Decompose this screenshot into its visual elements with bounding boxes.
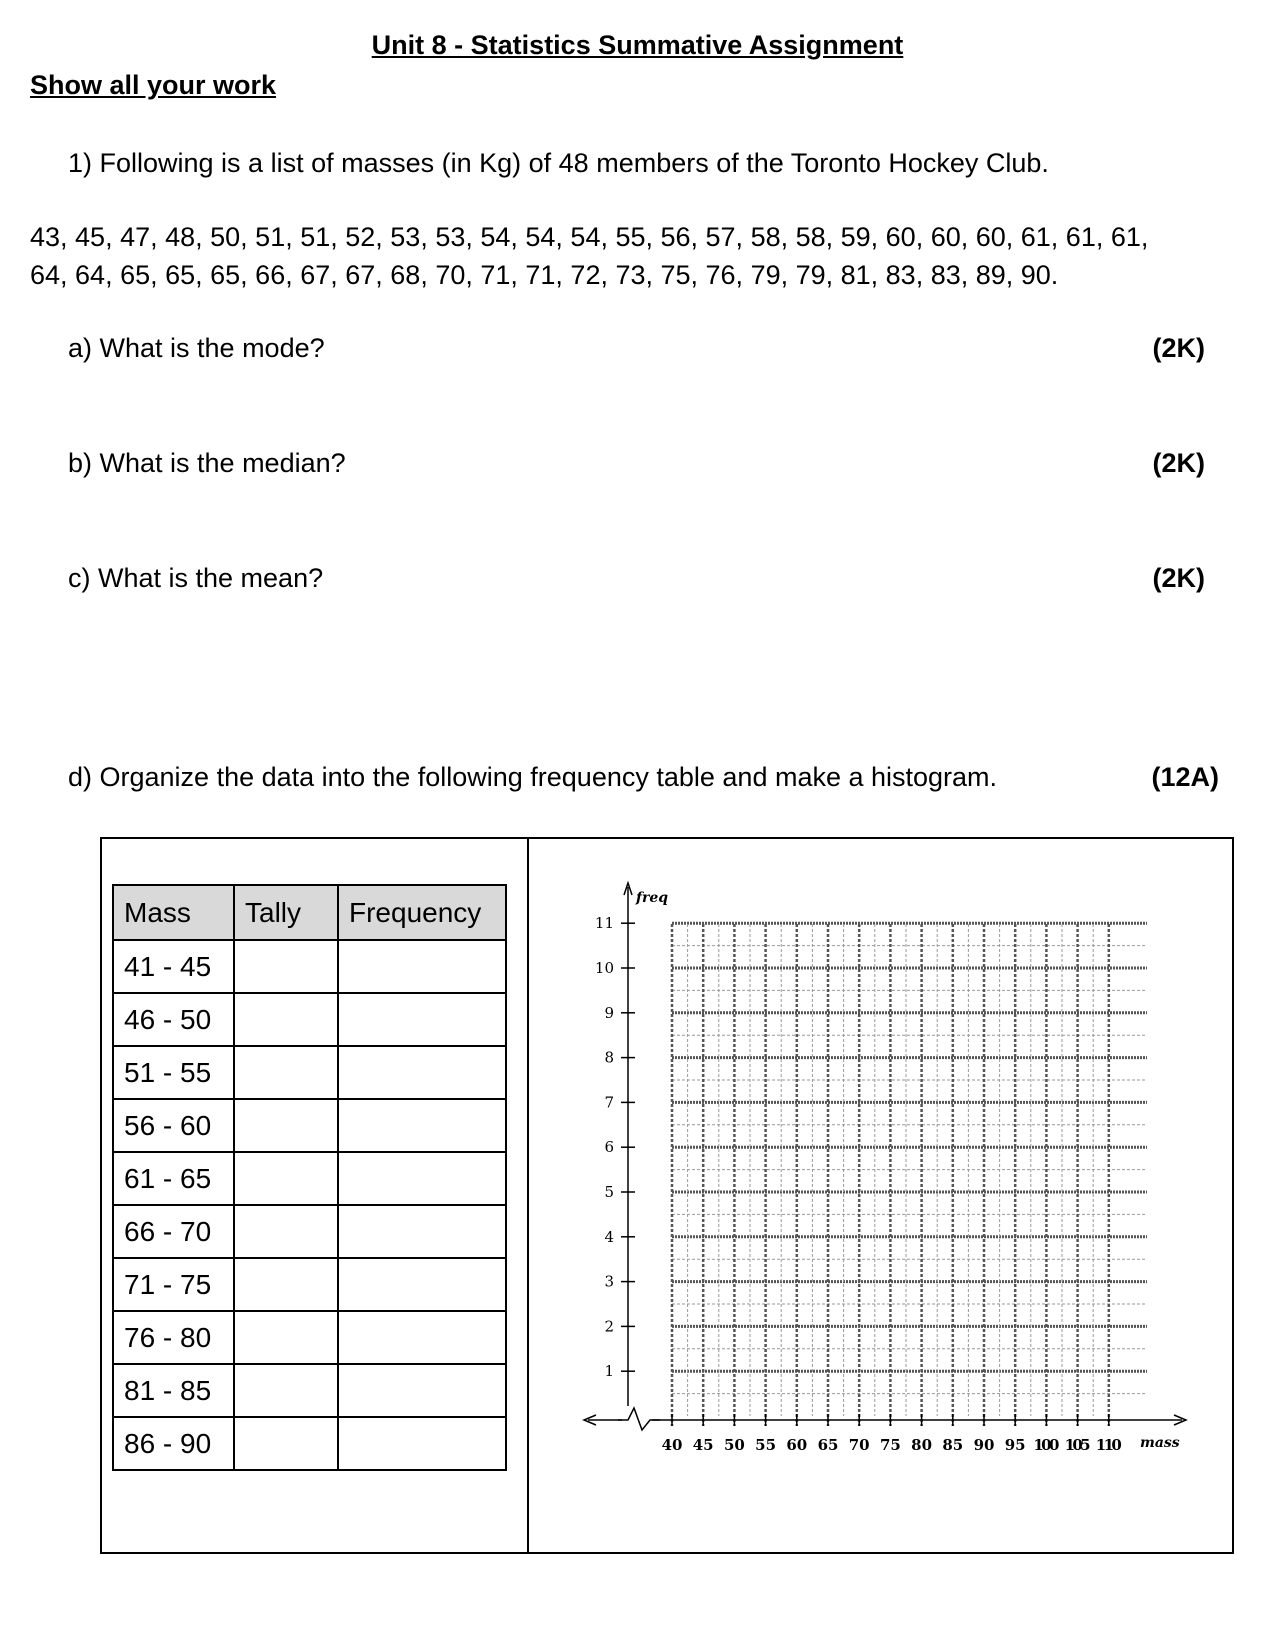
x-tick-label: 55: [755, 1436, 777, 1454]
y-tick-label: 8: [604, 1048, 614, 1067]
data-line-2: 64, 64, 65, 65, 65, 66, 67, 67, 68, 70, 71, 71, 72, 73, 75, 76, 79, 79, 81, 83, 83, 89, 90.: [30, 260, 1059, 290]
mass-range-cell: 71 - 75: [113, 1258, 234, 1311]
page-title: Unit 8 - Statistics Summative Assignment: [371, 30, 904, 60]
mass-range-cell: 66 - 70: [113, 1205, 234, 1258]
y-tick-label: 3: [604, 1272, 614, 1291]
header-frequency: Frequency: [338, 885, 506, 940]
mass-range-cell: 46 - 50: [113, 993, 234, 1046]
mass-range-cell: 61 - 65: [113, 1152, 234, 1205]
x-tick-label: 90: [973, 1436, 995, 1454]
x-tick-label: 80: [911, 1436, 933, 1454]
x-axis-label: mass: [1140, 1435, 1180, 1451]
part-a-marks: (2K): [1152, 333, 1205, 363]
y-tick-label: 1: [604, 1362, 614, 1381]
x-tick-label: 85: [942, 1436, 964, 1454]
x-tick-label: 60: [786, 1436, 808, 1454]
y-axis-label: freq: [636, 890, 669, 906]
y-tick-label: 11: [594, 914, 614, 933]
header-mass: Mass: [113, 885, 234, 940]
part-d-question: d) Organize the data into the following frequency table and make a histogram.: [68, 762, 998, 792]
mass-range-cell: 81 - 85: [113, 1364, 234, 1417]
instructions-heading: Show all your work: [30, 70, 277, 100]
x-tick-label: 105: [1064, 1436, 1091, 1454]
part-b-marks: (2K): [1152, 448, 1205, 478]
x-tick-label: 45: [692, 1436, 714, 1454]
y-tick-label: 10: [594, 959, 614, 977]
x-tick-label: 100: [1033, 1436, 1060, 1454]
mass-range-cell: 56 - 60: [113, 1099, 234, 1152]
part-a-question: a) What is the mode?: [68, 333, 325, 363]
y-tick-label: 4: [604, 1227, 614, 1246]
x-tick-label: 40: [661, 1436, 683, 1454]
mass-range-cell: 86 - 90: [113, 1417, 234, 1470]
x-tick-label: 50: [723, 1436, 745, 1454]
x-tick-label: 70: [848, 1436, 870, 1454]
part-d-marks: (12A): [1151, 762, 1219, 792]
mass-range-cell: 41 - 45: [113, 940, 234, 993]
x-tick-label: 110: [1095, 1436, 1122, 1454]
part-c-question: c) What is the mean?: [68, 563, 324, 593]
question-intro: 1) Following is a list of masses (in Kg) of 48 members of the Toronto Hockey Club.: [68, 148, 1049, 178]
x-tick-label: 65: [817, 1436, 839, 1454]
x-tick-label: 95: [1004, 1436, 1026, 1454]
part-c-marks: (2K): [1152, 563, 1205, 593]
mass-range-cell: 76 - 80: [113, 1311, 234, 1364]
mass-range-cell: 51 - 55: [113, 1046, 234, 1099]
part-b-question: b) What is the median?: [68, 448, 346, 478]
header-tally: Tally: [234, 885, 338, 940]
y-tick-label: 5: [604, 1183, 614, 1201]
y-tick-label: 6: [604, 1138, 614, 1157]
y-tick-label: 7: [604, 1093, 614, 1112]
y-tick-label: 9: [604, 1003, 614, 1022]
y-tick-label: 2: [604, 1317, 614, 1336]
x-tick-label: 75: [879, 1436, 901, 1454]
data-line-1: 43, 45, 47, 48, 50, 51, 51, 52, 53, 53, 54, 54, 54, 55, 56, 57, 58, 58, 59, 60, 60, 60, 61, 61, 61,: [30, 222, 1149, 252]
